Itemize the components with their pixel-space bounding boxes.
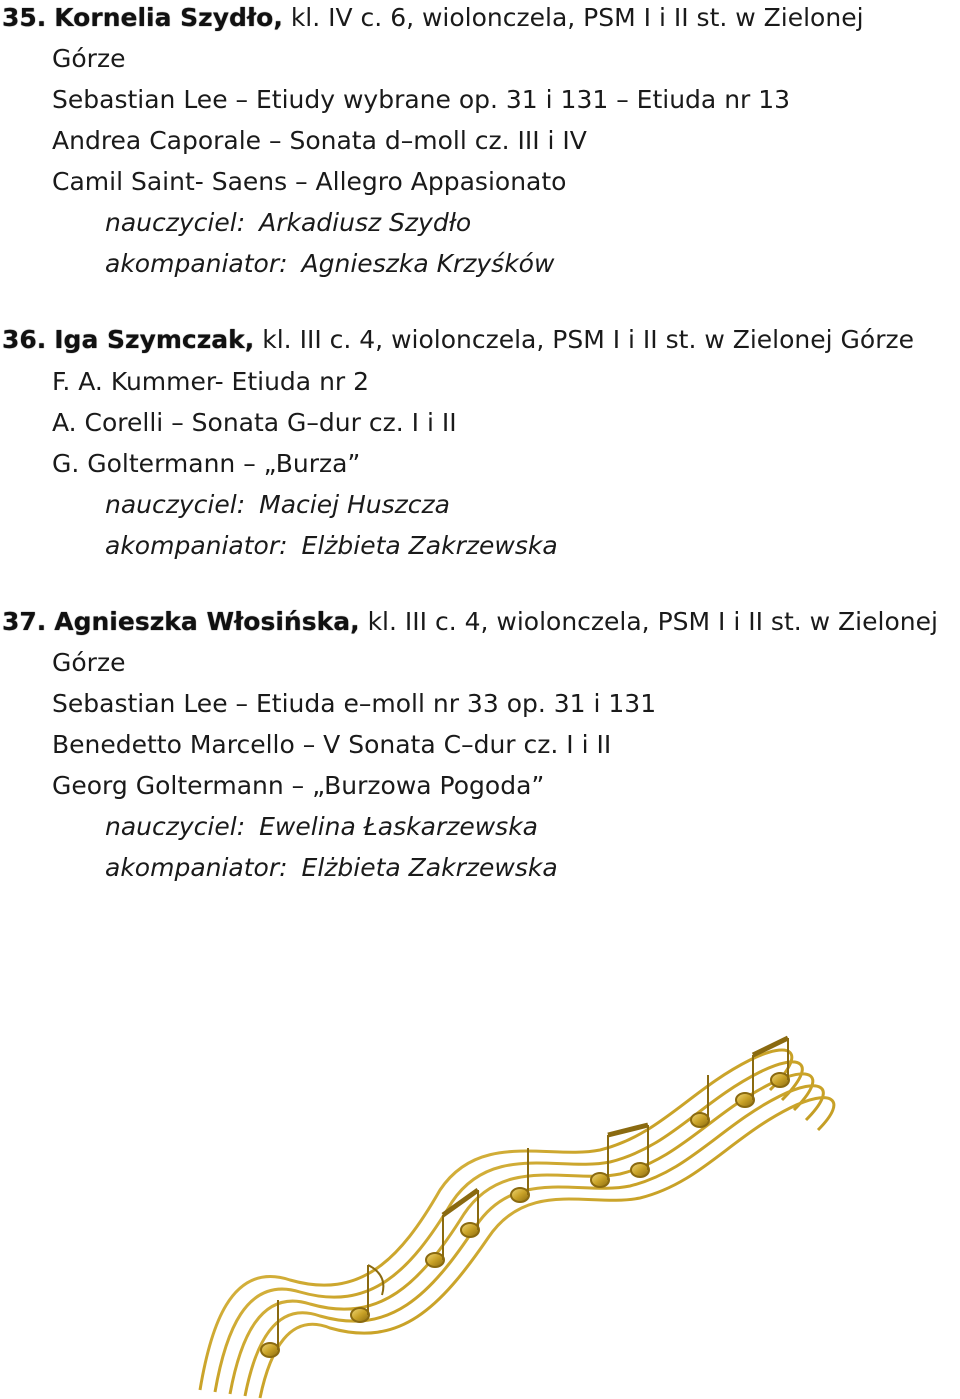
- teacher-name: Ewelina Łaskarzewska: [259, 812, 538, 841]
- accompanist-line: [105, 244, 554, 284]
- accompanist-label: akompaniator:: [105, 249, 288, 278]
- entry-header: [2, 320, 914, 360]
- entry-number: 36.: [2, 325, 47, 354]
- performer-details-cont: Górze: [52, 648, 126, 677]
- performer-name: Iga Szymczak,: [54, 325, 255, 354]
- performer-details: kl. III c. 4, wiolonczela, PSM I i II st. w Zielonej Górze: [262, 325, 914, 354]
- accompanist-label: akompaniator:: [105, 531, 288, 560]
- accompanist-name: Elżbieta Zakrzewska: [301, 853, 558, 882]
- teacher-name: Maciej Huszcza: [259, 490, 450, 519]
- entry-header: [2, 602, 938, 642]
- piece: G. Goltermann – „Burza”: [52, 449, 361, 478]
- performer-details: kl. IV c. 6, wiolonczela, PSM I i II st. w Zielonej: [290, 3, 864, 32]
- performer-details-cont: Górze: [52, 44, 126, 73]
- entry-number: 35.: [2, 3, 47, 32]
- teacher-label: nauczyciel:: [105, 208, 246, 237]
- piece: Georg Goltermann – „Burzowa Pogoda”: [52, 771, 545, 800]
- accompanist-name: Elżbieta Zakrzewska: [301, 531, 558, 560]
- entry-header: [2, 0, 864, 38]
- piece: F. A. Kummer- Etiuda nr 2: [52, 367, 370, 396]
- performer-name: Kornelia Szydło,: [54, 3, 283, 32]
- accompanist-label: akompaniator:: [105, 853, 288, 882]
- accompanist-line: [105, 526, 558, 566]
- teacher-name: Arkadiusz Szydło: [259, 208, 472, 237]
- teacher-line: [105, 807, 538, 847]
- piece: Benedetto Marcello – V Sonata C–dur cz. I i II: [52, 730, 612, 759]
- piece: Camil Saint- Saens – Allegro Appasionato: [52, 167, 567, 196]
- performer-details: kl. III c. 4, wiolonczela, PSM I i II st. w Zielonej: [367, 607, 938, 636]
- teacher-line: [105, 485, 450, 525]
- performer-name: Agnieszka Włosińska,: [54, 607, 360, 636]
- piece: A. Corelli – Sonata G–dur cz. I i II: [52, 408, 457, 437]
- accompanist-line: [105, 848, 558, 888]
- piece: Andrea Caporale – Sonata d–moll cz. III i IV: [52, 126, 587, 155]
- entry-number: 37.: [2, 607, 47, 636]
- accompanist-name: Agnieszka Krzyśków: [301, 249, 555, 278]
- piece: Sebastian Lee – Etiudy wybrane op. 31 i 131 – Etiuda nr 13: [52, 85, 791, 114]
- piece: Sebastian Lee – Etiuda e–moll nr 33 op. 31 i 131: [52, 689, 657, 718]
- teacher-label: nauczyciel:: [105, 490, 246, 519]
- teacher-line: [105, 203, 471, 243]
- teacher-label: nauczyciel:: [105, 812, 246, 841]
- music-staff-wave-icon: [170, 1030, 950, 1399]
